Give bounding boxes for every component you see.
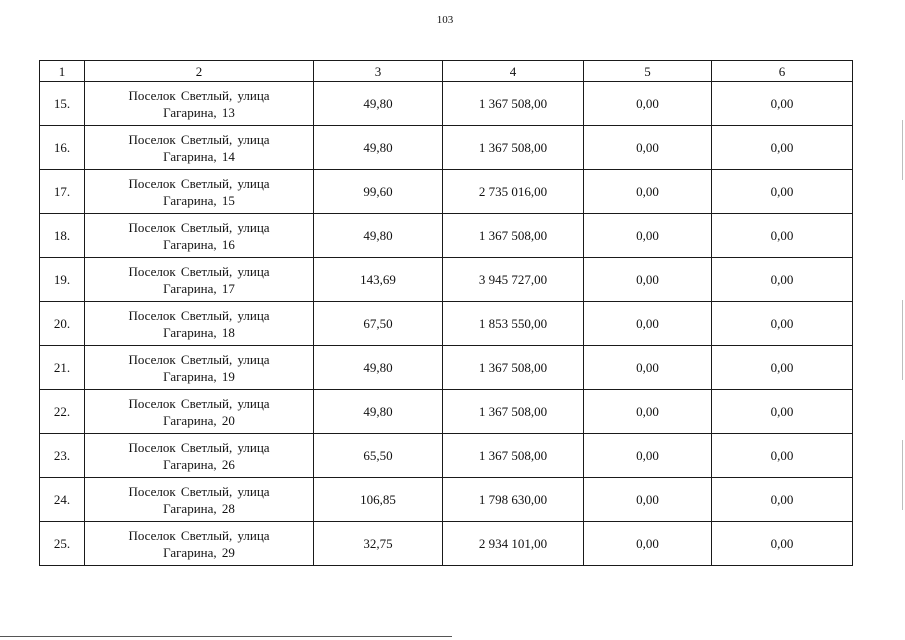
table-header-row xyxy=(40,61,853,82)
address-line-2: Гагарина, 15 xyxy=(163,192,235,208)
area-value: 49,80 xyxy=(314,82,443,126)
address-cell xyxy=(85,126,314,170)
column-5-value: 0,00 xyxy=(584,434,712,478)
column-header-5: 5 xyxy=(584,61,712,82)
address-cell xyxy=(85,258,314,302)
address-line-2: Гагарина, 28 xyxy=(163,500,235,516)
row-number: 17. xyxy=(40,170,85,214)
scan-artifact xyxy=(902,300,903,380)
column-5-value: 0,00 xyxy=(584,170,712,214)
column-5-value: 0,00 xyxy=(584,390,712,434)
column-5-value: 0,00 xyxy=(584,522,712,566)
row-number: 20. xyxy=(40,302,85,346)
address-line-1: Поселок Светлый, улица xyxy=(128,527,270,543)
page-number: 103 xyxy=(436,14,454,26)
address-line-2: Гагарина, 16 xyxy=(163,236,235,252)
column-5-value: 0,00 xyxy=(584,478,712,522)
scan-artifact xyxy=(902,120,903,180)
column-6-value: 0,00 xyxy=(712,214,853,258)
row-number: 24. xyxy=(40,478,85,522)
row-number: 19. xyxy=(40,258,85,302)
address-line-2: Гагарина, 14 xyxy=(163,148,235,164)
address-line-1: Поселок Светлый, улица xyxy=(128,351,270,367)
column-6-value: 0,00 xyxy=(712,170,853,214)
address-line-2: Гагарина, 26 xyxy=(163,456,235,472)
column-header-1: 1 xyxy=(40,61,85,82)
column-5-value: 0,00 xyxy=(584,302,712,346)
column-6-value: 0,00 xyxy=(712,346,853,390)
cost-value: 1 367 508,00 xyxy=(443,214,584,258)
column-6-value: 0,00 xyxy=(712,390,853,434)
cost-value: 1 367 508,00 xyxy=(443,346,584,390)
area-value: 99,60 xyxy=(314,170,443,214)
row-number: 16. xyxy=(40,126,85,170)
table-row xyxy=(40,258,853,302)
column-5-value: 0,00 xyxy=(584,346,712,390)
area-value: 32,75 xyxy=(314,522,443,566)
table-row xyxy=(40,126,853,170)
column-6-value: 0,00 xyxy=(712,478,853,522)
address-line-1: Поселок Светлый, улица xyxy=(128,219,270,235)
bottom-rule xyxy=(0,636,452,637)
column-6-value: 0,00 xyxy=(712,522,853,566)
row-number: 22. xyxy=(40,390,85,434)
column-6-value: 0,00 xyxy=(712,258,853,302)
column-5-value: 0,00 xyxy=(584,82,712,126)
address-line-1: Поселок Светлый, улица xyxy=(128,307,270,323)
table-row xyxy=(40,82,853,126)
address-cell xyxy=(85,346,314,390)
area-value: 49,80 xyxy=(314,346,443,390)
address-line-1: Поселок Светлый, улица xyxy=(128,395,270,411)
table-row xyxy=(40,170,853,214)
column-6-value: 0,00 xyxy=(712,434,853,478)
table-row xyxy=(40,434,853,478)
row-number: 15. xyxy=(40,82,85,126)
cost-value: 1 367 508,00 xyxy=(443,126,584,170)
cost-value: 1 367 508,00 xyxy=(443,390,584,434)
cost-value: 1 853 550,00 xyxy=(443,302,584,346)
address-line-2: Гагарина, 17 xyxy=(163,280,235,296)
cost-value: 1 367 508,00 xyxy=(443,434,584,478)
address-cell xyxy=(85,214,314,258)
table-row xyxy=(40,302,853,346)
table-row xyxy=(40,346,853,390)
column-5-value: 0,00 xyxy=(584,126,712,170)
column-header-2: 2 xyxy=(85,61,314,82)
cost-value: 1 798 630,00 xyxy=(443,478,584,522)
address-cell xyxy=(85,302,314,346)
address-line-1: Поселок Светлый, улица xyxy=(128,175,270,191)
address-cell xyxy=(85,478,314,522)
area-value: 67,50 xyxy=(314,302,443,346)
row-number: 18. xyxy=(40,214,85,258)
table-row xyxy=(40,478,853,522)
area-value: 49,80 xyxy=(314,390,443,434)
address-line-2: Гагарина, 13 xyxy=(163,104,235,120)
address-line-1: Поселок Светлый, улица xyxy=(128,439,270,455)
address-line-1: Поселок Светлый, улица xyxy=(128,483,270,499)
column-5-value: 0,00 xyxy=(584,214,712,258)
address-cell xyxy=(85,390,314,434)
scan-artifact xyxy=(902,440,903,510)
column-6-value: 0,00 xyxy=(712,126,853,170)
area-value: 106,85 xyxy=(314,478,443,522)
row-number: 25. xyxy=(40,522,85,566)
address-line-1: Поселок Светлый, улица xyxy=(128,131,270,147)
address-cell xyxy=(85,522,314,566)
column-header-4: 4 xyxy=(443,61,584,82)
row-number: 23. xyxy=(40,434,85,478)
area-value: 65,50 xyxy=(314,434,443,478)
column-header-3: 3 xyxy=(314,61,443,82)
table-body xyxy=(40,82,853,566)
address-line-1: Поселок Светлый, улица xyxy=(128,263,270,279)
column-5-value: 0,00 xyxy=(584,258,712,302)
table-row xyxy=(40,390,853,434)
area-value: 49,80 xyxy=(314,126,443,170)
address-cell xyxy=(85,82,314,126)
column-6-value: 0,00 xyxy=(712,82,853,126)
row-number: 21. xyxy=(40,346,85,390)
address-line-2: Гагарина, 20 xyxy=(163,412,235,428)
column-header-6: 6 xyxy=(712,61,853,82)
property-table xyxy=(39,60,853,566)
column-6-value: 0,00 xyxy=(712,302,853,346)
table-row xyxy=(40,214,853,258)
address-line-1: Поселок Светлый, улица xyxy=(128,87,270,103)
cost-value: 2 934 101,00 xyxy=(443,522,584,566)
address-line-2: Гагарина, 29 xyxy=(163,544,235,560)
address-line-2: Гагарина, 19 xyxy=(163,368,235,384)
cost-value: 3 945 727,00 xyxy=(443,258,584,302)
address-line-2: Гагарина, 18 xyxy=(163,324,235,340)
area-value: 143,69 xyxy=(314,258,443,302)
table-row xyxy=(40,522,853,566)
address-cell xyxy=(85,434,314,478)
cost-value: 1 367 508,00 xyxy=(443,82,584,126)
address-cell xyxy=(85,170,314,214)
cost-value: 2 735 016,00 xyxy=(443,170,584,214)
area-value: 49,80 xyxy=(314,214,443,258)
